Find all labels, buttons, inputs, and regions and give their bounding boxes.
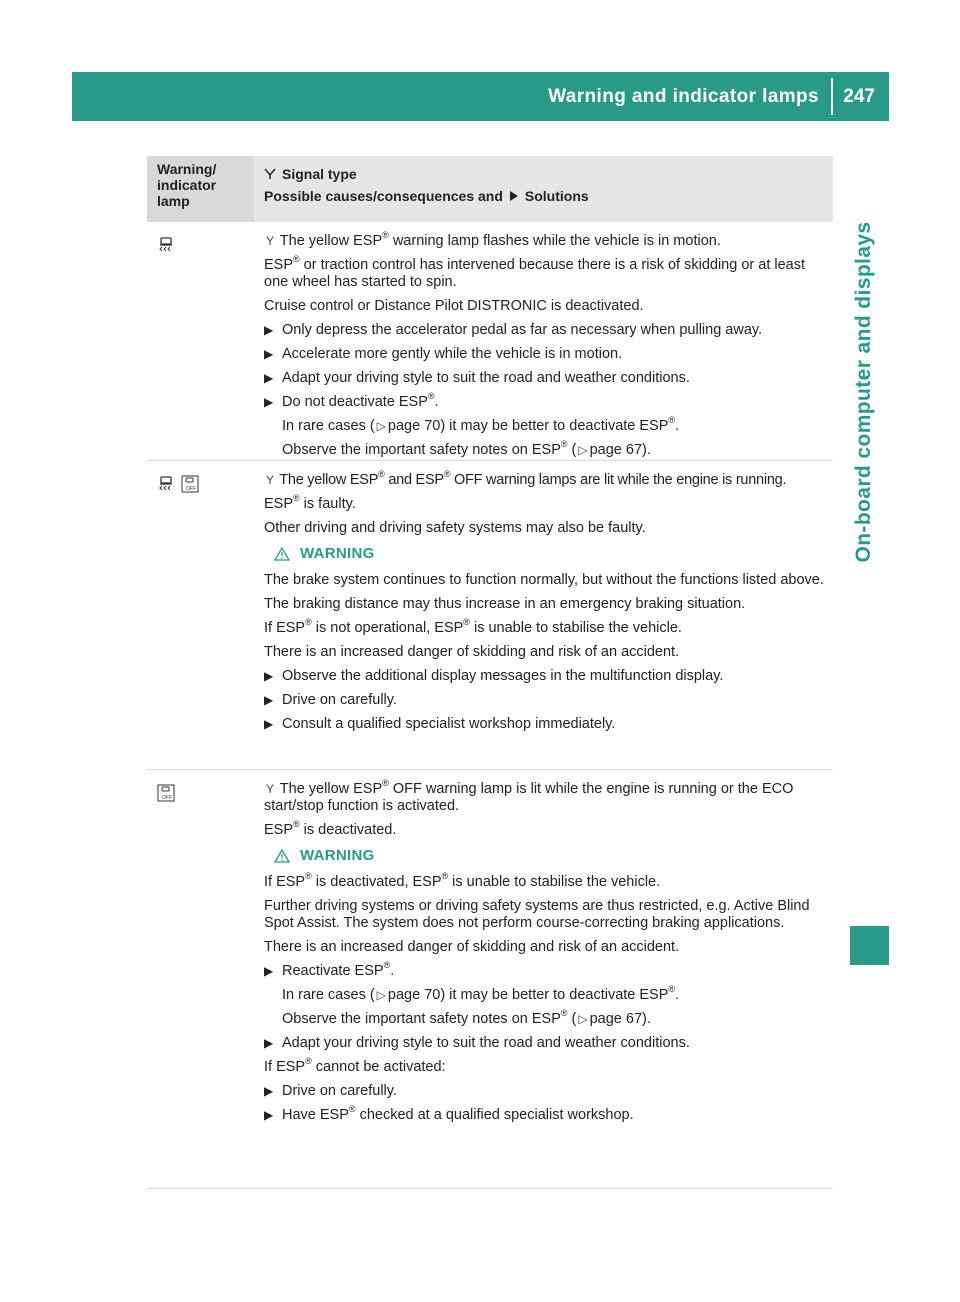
table-row-esp-off: OFF Y The yellow ESP® OFF warning lamp is lit while the engine is running or the ECO start/stop function is activated. ESP® is deactivated. WARNING If ESP® is deactivated, ESP® is unable to stabilise the vehicle. Further driving systems or driving safety systems are thus restricted, e.g. Active Blind Spot Assist. The system does not perform course-correcting braking applications. There is an increased danger of skidding and risk of an accident. ▶ Reactivate ESP®. In rare cases ( ▷ page 70) it may be better to deactivate ESP®. Observe the important safety notes on ESP® ( ▷ page 67). ▶ Adapt your driving style to suit the road and weather conditions. If ESP® cannot be activated: ▶ Drive on carefully. ▶ Have ESP® checked at a qualified specialist workshop. [147, 770, 833, 1189]
signal-type-icon [264, 168, 276, 180]
step-item: ▶ Have ESP® checked at a qualified specialist workshop. [264, 1104, 634, 1123]
svg-text:OFF: OFF [186, 486, 196, 492]
warning-triangle-icon [274, 547, 290, 561]
side-tab-label: On-board computer and displays [852, 221, 875, 563]
step-arrow-icon: ▶ [264, 669, 274, 683]
step-item: ▶ Accelerate more gently while the vehicle is in motion. [264, 346, 623, 362]
esp-warning-lamp-icon [157, 475, 175, 493]
column-header-lamp: Warning/ indicator lamp [147, 156, 254, 222]
step-arrow-icon: ▶ [264, 693, 274, 707]
esp-off-lamp-icon [157, 784, 175, 802]
header-divider [831, 78, 833, 115]
lamp-table [147, 156, 833, 1189]
step-arrow-icon: ▶ [264, 347, 274, 361]
step-arrow-icon: ▶ [264, 1084, 274, 1098]
page-ref-icon: ▷ [376, 419, 386, 433]
step-item: ▶ Only depress the accelerator pedal as far as necessary when pulling away. [264, 322, 763, 338]
signal-icon: Y [266, 473, 274, 487]
step-item: ▶ Adapt your driving style to suit the road and weather conditions. [264, 370, 690, 386]
page-ref-link[interactable]: page 70) it may be better to deactivate ESP [387, 418, 669, 434]
step-arrow-icon: ▶ [264, 964, 274, 978]
step-item: ▶ Drive on carefully. [264, 692, 397, 708]
page-ref-link[interactable]: page 67). [589, 1011, 651, 1027]
page-ref-icon: ▷ [376, 988, 386, 1002]
step-arrow-icon: ▶ [264, 371, 274, 385]
side-marker [850, 926, 889, 965]
step-item: ▶ Reactivate ESP®. [264, 960, 395, 979]
svg-text:OFF: OFF [162, 795, 172, 801]
page-header [72, 72, 889, 121]
step-item: ▶ Do not deactivate ESP®. [264, 391, 439, 410]
step-arrow-icon: ▶ [264, 1036, 274, 1050]
solution-arrow-icon [509, 190, 519, 202]
step-arrow-icon: ▶ [264, 717, 274, 731]
warning-heading: WARNING [274, 545, 833, 562]
table-header [147, 156, 833, 222]
esp-warning-lamp-icon [157, 236, 175, 254]
step-item: ▶ Consult a qualified specialist workshop immediately. [264, 716, 616, 732]
step-item: ▶ Drive on carefully. [264, 1083, 397, 1099]
page-ref-icon: ▷ [578, 443, 588, 457]
warning-heading: WARNING [274, 847, 833, 864]
step-arrow-icon: ▶ [264, 395, 274, 409]
signal-icon: Y [266, 782, 275, 796]
esp-off-lamp-icon [181, 475, 199, 493]
step-arrow-icon: ▶ [264, 323, 274, 337]
page-ref-link[interactable]: page 70) it may be better to deactivate ESP [387, 987, 669, 1003]
warning-triangle-icon [274, 849, 290, 863]
step-arrow-icon: ▶ [264, 1108, 274, 1122]
page-ref-link[interactable]: page 67). [589, 442, 651, 458]
table-row-esp-both: OFF Y The yellow ESP® and ESP® OFF warning lamps are lit while the engine is running. ESP® is faulty. Other driving and driving safety systems may also be faulty. WARNING The brake system continues to function normally, but without the functions listed above. The braking distance may thus increase in an emergency braking situation. If ESP® is not operational, ESP® is unable to stabilise the vehicle. There is an increased danger of skidding and risk of an accident. ▶ Observe the additional display messages in the multifunction display. ▶ Drive on carefully. ▶ Consult a qualified specialist workshop immediately. [147, 461, 833, 770]
step-item: ▶ Observe the additional display messages in the multifunction display. [264, 668, 724, 684]
page-ref-icon: ▷ [578, 1012, 588, 1026]
page-number: 247 [843, 86, 875, 107]
table-row-esp-flash: Y The yellow ESP® warning lamp flashes while the vehicle is in motion. ESP® or traction control has intervened because there is a risk of skidding or at least one wheel has started to spin. Cruise control or Distance Pilot DISTRONIC is deactivated. ▶ Only depress the accelerator pedal as far as necessary when pulling away. ▶ Accelerate more gently while the vehicle is in motion. ▶ Adapt your driving style to suit the road and weather conditions. ▶ Do not deactivate ESP®. In rare cases ( ▷ page 70) it may be better to deactivate ESP®. Observe the important safety notes on ESP® ( ▷ page 67). [147, 222, 833, 461]
signal-icon: Y [266, 234, 275, 248]
page-title: Warning and indicator lamps [548, 86, 819, 107]
step-item: ▶ Adapt your driving style to suit the road and weather conditions. [264, 1035, 690, 1051]
column-header-signal: Signal type Possible causes/consequences and Solutions [264, 166, 589, 204]
